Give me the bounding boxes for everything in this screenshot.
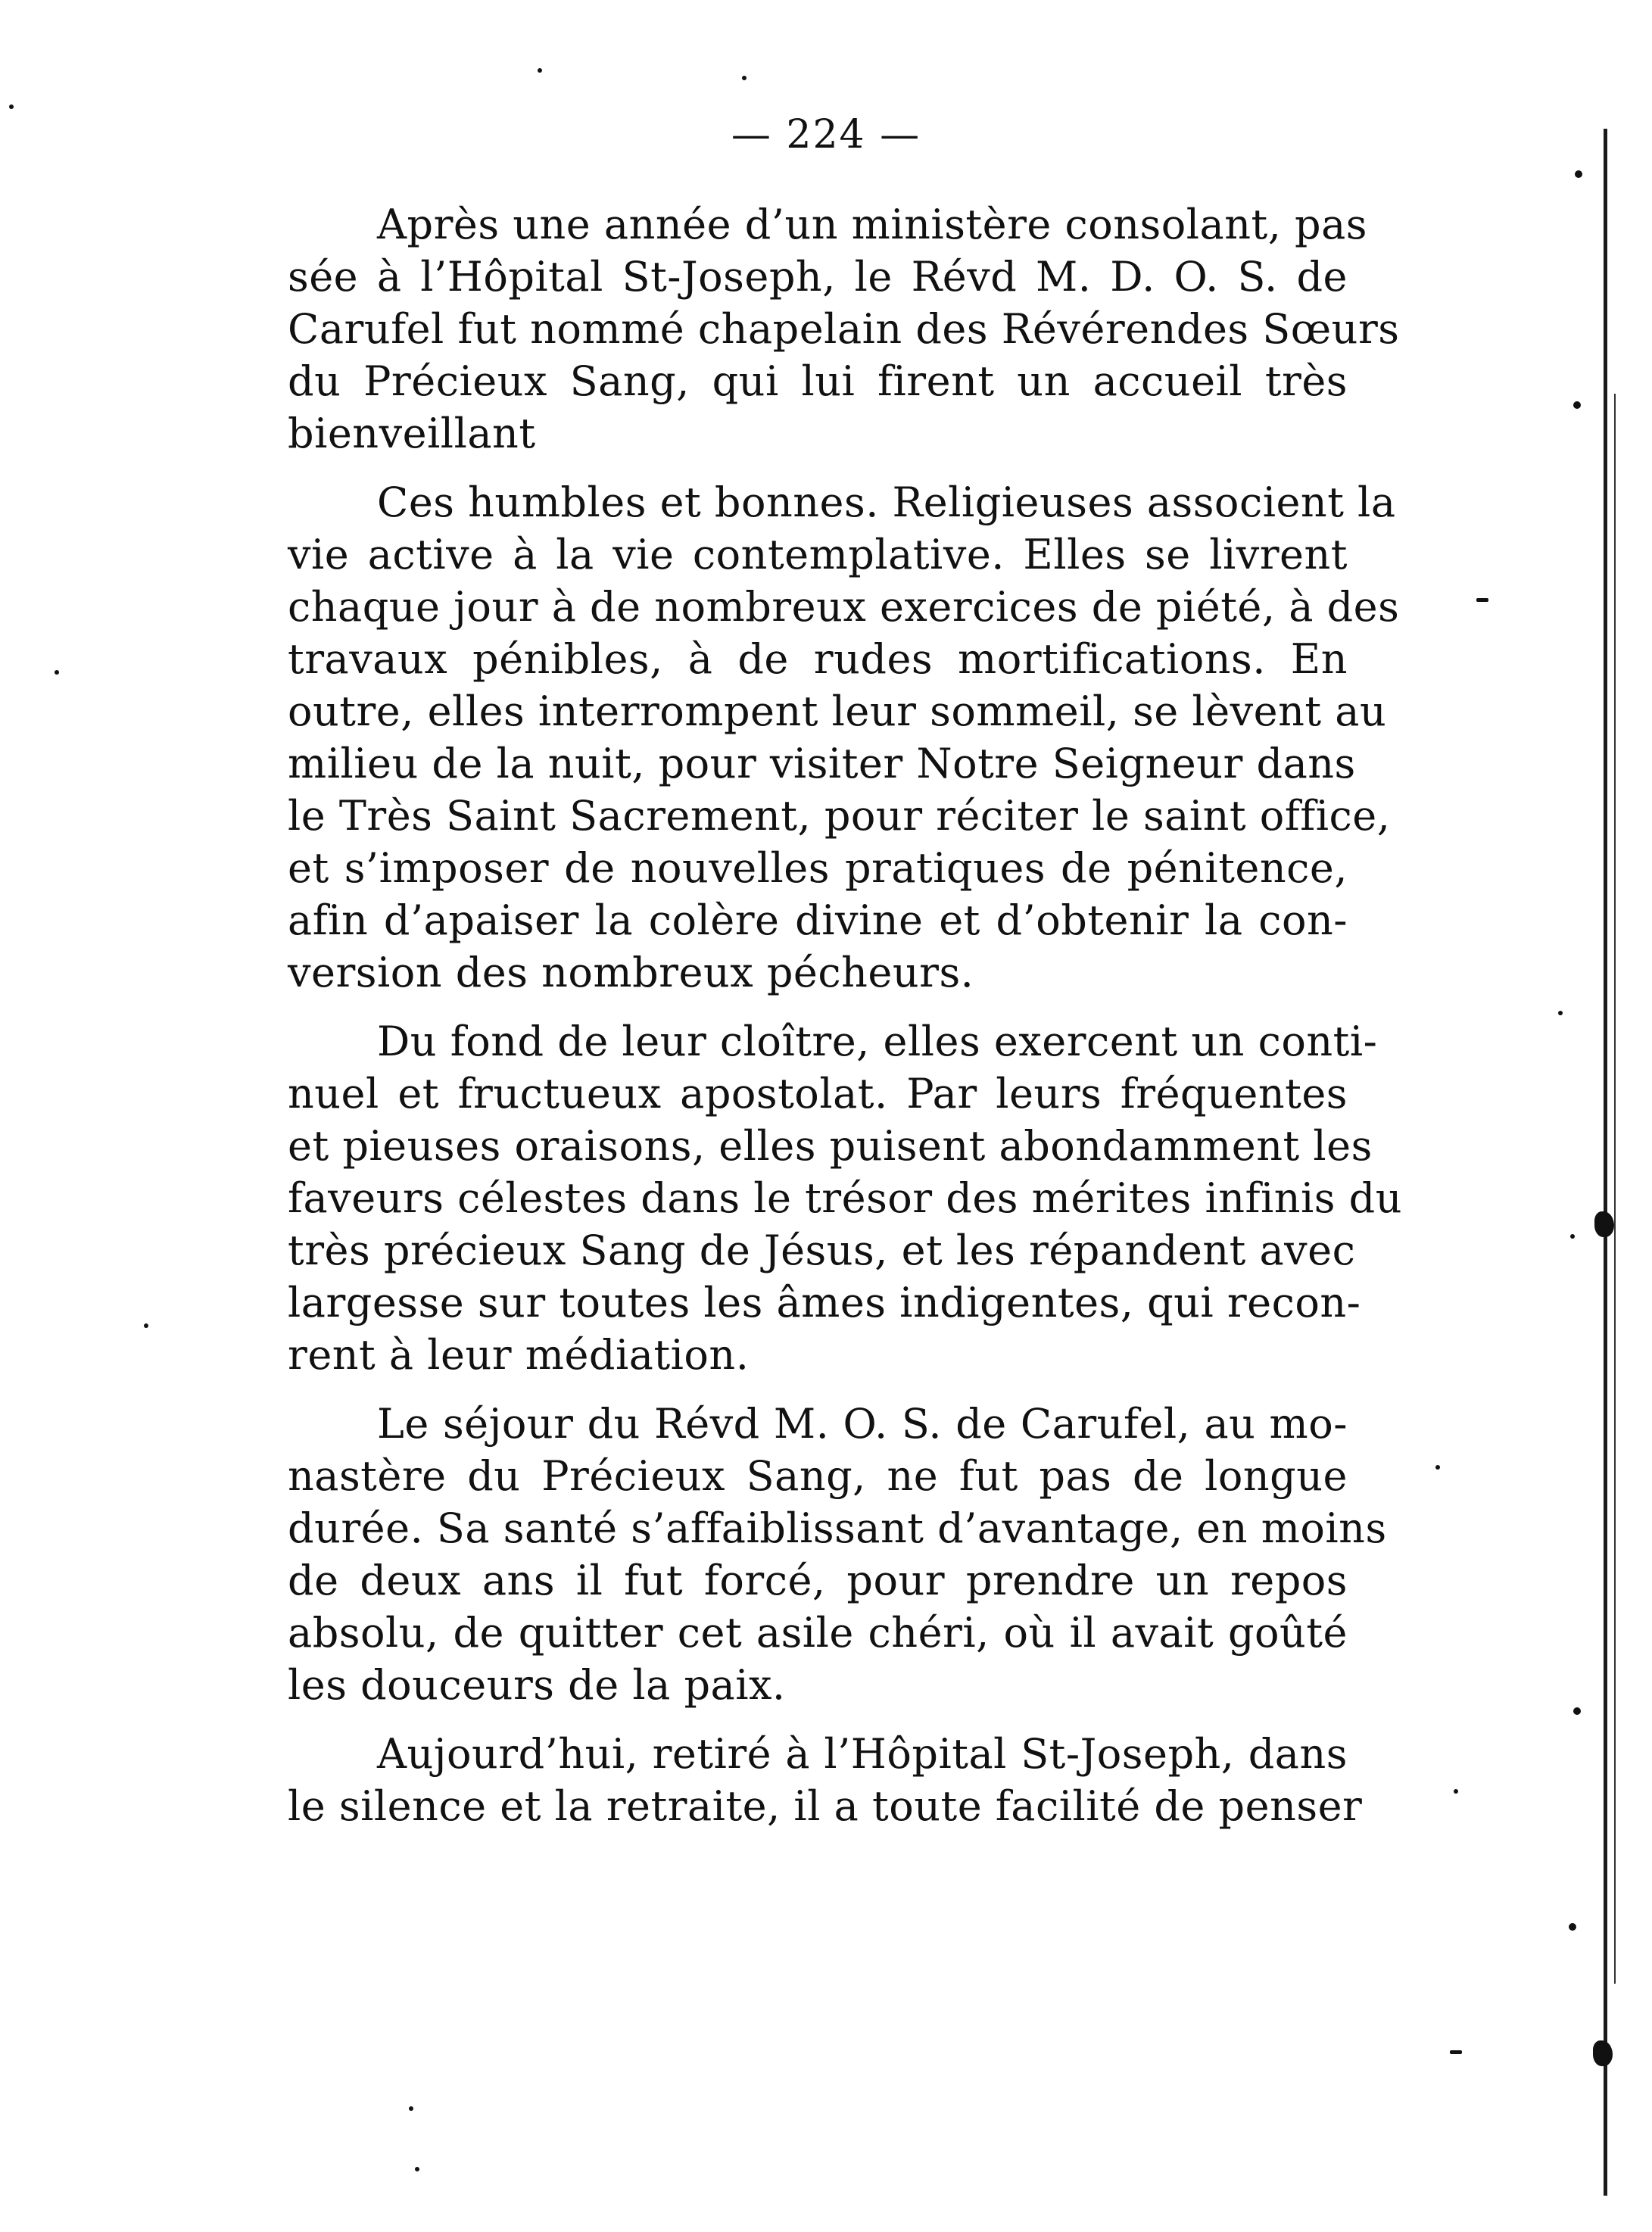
text-line: du Précieux Sang, qui lui firent un accueil très [288,357,1348,405]
text-line: de deux ans il fut forcé, pour prendre un repos [288,1557,1348,1604]
scan-speck [55,670,59,675]
scan-speck [1476,598,1488,602]
paragraph-2 [288,476,1400,999]
text-line: travaux pénibles, à de rudes mortifications. En [288,635,1348,683]
text-line: Aujourd’hui, retiré à l’Hôpital St-Joseph, dans [377,1730,1348,1778]
text-line: durée. Sa santé s’affaiblissant d’avantage, en moins [288,1504,1387,1552]
text-line: version des nombreux pécheurs. [288,949,974,996]
text-line: rent à leur médiation. [288,1331,750,1379]
text-line: chaque jour à de nombreux exercices de piété, à des [288,583,1400,631]
text-line: Après une année d’un ministère consolant, pas [377,201,1368,248]
text-line: sée à l’Hôpital St-Joseph, le Révd M. D. O. S. de [288,253,1348,301]
text-line: nastère du Précieux Sang, ne fut pas de longue [288,1452,1348,1500]
text-line: les douceurs de la paix. [288,1661,786,1709]
text-line: absolu, de quitter cet asile chéri, où il avait goûté [288,1609,1348,1657]
scan-speck [1575,170,1582,178]
scan-speck [415,2167,419,2171]
paragraph-4 [288,1398,1387,1711]
text-line: faveurs célestes dans le trésor des mérites infinis du [288,1174,1403,1222]
text-line: vie active à la vie contemplative. Elles se livrent [288,531,1348,578]
text-line: Ces humbles et bonnes. Religieuses associent la [377,479,1396,526]
scan-speck [1454,1789,1458,1794]
text-line: le silence et la retraite, il a toute facilité de penser [288,1782,1363,1830]
text-line: Du fond de leur cloître, elles exercent un conti- [377,1018,1378,1065]
paragraph-5 [288,1728,1363,1832]
text-line: et s’imposer de nouvelles pratiques de pénitence, [288,844,1348,892]
text-line: Le séjour du Révd M. O. S. de Carufel, au mo- [377,1400,1348,1448]
text-line: nuel et fructueux apostolat. Par leurs fréquentes [288,1070,1348,1118]
text-line: outre, elles interrompent leur sommeil, se lèvent au [288,687,1387,735]
scan-speck [1573,1707,1581,1715]
paragraph-1 [288,198,1400,460]
text-line: afin d’apaiser la colère divine et d’obtenir la con- [288,896,1348,944]
scan-blot [1593,2040,1613,2066]
scan-speck [1558,1011,1563,1015]
binding-shadow-line [1604,129,1607,2196]
body-text [288,198,1403,1849]
scan-speck [538,68,542,73]
text-line: le Très Saint Sacrement, pour réciter le saint office, [288,792,1391,840]
paragraph-3 [288,1015,1403,1381]
scan-speck [1569,1923,1576,1931]
scan-speck [9,104,14,109]
text-line: milieu de la nuit, pour visiter Notre Seigneur dans [288,740,1356,787]
scan-speck [1450,2050,1462,2054]
text-line: très précieux Sang de Jésus, et les répandent avec [288,1227,1356,1274]
scan-speck [1435,1465,1440,1470]
text-line: et pieuses oraisons, elles puisent abondamment les [288,1122,1373,1170]
scan-blot [1594,1211,1614,1237]
text-line: largesse sur toutes les âmes indigentes, qui recon- [288,1279,1361,1326]
scan-speck [144,1323,148,1328]
scan-speck [409,2106,413,2111]
scan-speck [1573,401,1581,409]
text-line: bienveillant [288,410,536,457]
scan-speck [1570,1234,1575,1239]
page-number: — 224 — [731,112,921,157]
scan-speck [742,76,747,80]
binding-shadow-line-thin [1614,394,1616,1984]
text-line: Carufel fut nommé chapelain des Révérendes Sœurs [288,305,1400,353]
